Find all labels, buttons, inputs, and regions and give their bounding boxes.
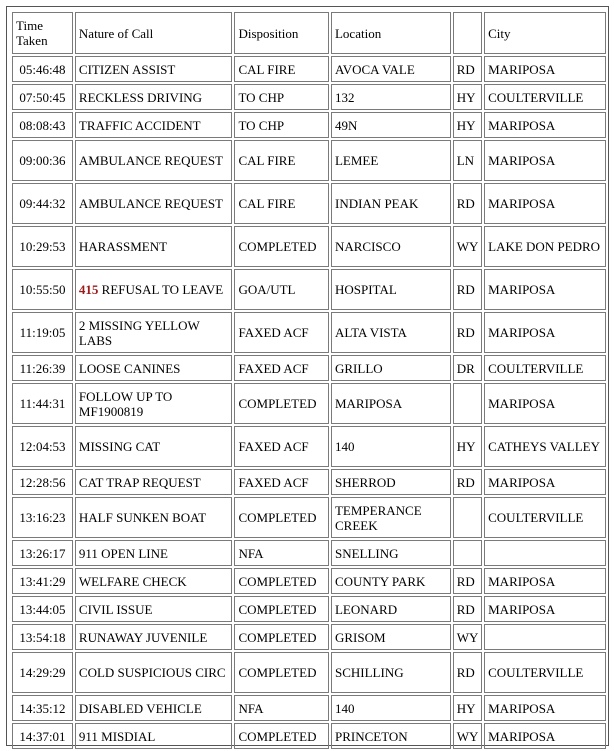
- cell-suffix: RD: [453, 596, 482, 622]
- cell-nature: AMBULANCE REQUEST: [75, 183, 233, 224]
- header-nature: Nature of Call: [75, 12, 233, 54]
- cell-location: LEMEE: [331, 140, 451, 181]
- cell-disposition: CAL FIRE: [234, 140, 329, 181]
- table-row: [12, 226, 606, 267]
- cell-location: MARIPOSA: [331, 383, 451, 424]
- cell-location: GRISOM: [331, 624, 451, 650]
- cell-nature: CITIZEN ASSIST: [75, 56, 233, 82]
- cell-nature: FOLLOW UP TO MF1900819: [75, 383, 233, 424]
- cell-time: 11:44:31: [12, 383, 73, 424]
- cell-disposition: TO CHP: [234, 112, 329, 138]
- cell-location: ALTA VISTA: [331, 312, 451, 353]
- cell-city: MARIPOSA: [484, 469, 606, 495]
- cell-nature: LOOSE CANINES: [75, 355, 233, 381]
- table-row: [12, 269, 606, 310]
- cell-location: COUNTY PARK: [331, 568, 451, 594]
- cell-city: MARIPOSA: [484, 112, 606, 138]
- table-row: [12, 568, 606, 594]
- table-row: [12, 355, 606, 381]
- cell-suffix: [453, 540, 482, 566]
- header-location: Location: [331, 12, 451, 54]
- cell-disposition: TO CHP: [234, 84, 329, 110]
- table-row: [12, 426, 606, 467]
- table-row: [12, 723, 606, 749]
- table-row: [12, 695, 606, 721]
- table-row: [12, 383, 606, 424]
- cell-suffix: WY: [453, 226, 482, 267]
- cell-suffix: [453, 497, 482, 538]
- cell-disposition: COMPLETED: [234, 383, 329, 424]
- cell-city: MARIPOSA: [484, 568, 606, 594]
- cell-location: SNELLING: [331, 540, 451, 566]
- cell-city: MARIPOSA: [484, 140, 606, 181]
- cell-disposition: FAXED ACF: [234, 469, 329, 495]
- cell-disposition: CAL FIRE: [234, 56, 329, 82]
- cell-time: 13:16:23: [12, 497, 73, 538]
- cell-disposition: FAXED ACF: [234, 355, 329, 381]
- cell-city: MARIPOSA: [484, 312, 606, 353]
- cell-suffix: HY: [453, 112, 482, 138]
- cell-suffix: RD: [453, 568, 482, 594]
- call-code: 415: [78, 282, 99, 297]
- cell-location: TEMPERANCE CREEK: [331, 497, 451, 538]
- cell-suffix: HY: [453, 695, 482, 721]
- call-log-frame: [6, 6, 609, 746]
- cell-nature: 2 MISSING YELLOW LABS: [75, 312, 233, 353]
- cell-suffix: RD: [453, 183, 482, 224]
- cell-suffix: WY: [453, 723, 482, 749]
- table-row: [12, 652, 606, 693]
- table-row: [12, 312, 606, 353]
- cell-city: [484, 624, 606, 650]
- cell-time: 11:26:39: [12, 355, 73, 381]
- cell-time: 12:04:53: [12, 426, 73, 467]
- cell-disposition: GOA/UTL: [234, 269, 329, 310]
- cell-location: NARCISCO: [331, 226, 451, 267]
- cell-city: COULTERVILLE: [484, 652, 606, 693]
- cell-city: MARIPOSA: [484, 183, 606, 224]
- table-header-row: [12, 12, 606, 54]
- cell-location: SHERROD: [331, 469, 451, 495]
- table-row: [12, 469, 606, 495]
- cell-city: COULTERVILLE: [484, 497, 606, 538]
- cell-location: PRINCETON: [331, 723, 451, 749]
- cell-location: HOSPITAL: [331, 269, 451, 310]
- header-disposition: Disposition: [234, 12, 329, 54]
- cell-city: MARIPOSA: [484, 723, 606, 749]
- cell-nature: 911 OPEN LINE: [75, 540, 233, 566]
- cell-time: 14:29:29: [12, 652, 73, 693]
- call-log-table: [10, 10, 608, 751]
- cell-suffix: RD: [453, 469, 482, 495]
- cell-suffix: HY: [453, 84, 482, 110]
- cell-city: [484, 540, 606, 566]
- cell-time: 05:46:48: [12, 56, 73, 82]
- cell-time: 07:50:45: [12, 84, 73, 110]
- cell-nature: 911 MISDIAL: [75, 723, 233, 749]
- cell-city: MARIPOSA: [484, 56, 606, 82]
- cell-time: 10:55:50: [12, 269, 73, 310]
- cell-location: 140: [331, 426, 451, 467]
- cell-city: CATHEYS VALLEY: [484, 426, 606, 467]
- cell-location: INDIAN PEAK: [331, 183, 451, 224]
- cell-location: 132: [331, 84, 451, 110]
- cell-city: COULTERVILLE: [484, 84, 606, 110]
- cell-disposition: NFA: [234, 695, 329, 721]
- cell-suffix: RD: [453, 312, 482, 353]
- cell-city: MARIPOSA: [484, 596, 606, 622]
- cell-time: 13:54:18: [12, 624, 73, 650]
- cell-location: AVOCA VALE: [331, 56, 451, 82]
- table-row: [12, 497, 606, 538]
- cell-disposition: COMPLETED: [234, 596, 329, 622]
- cell-nature: DISABLED VEHICLE: [75, 695, 233, 721]
- cell-disposition: COMPLETED: [234, 723, 329, 749]
- cell-disposition: NFA: [234, 540, 329, 566]
- cell-location: GRILLO: [331, 355, 451, 381]
- cell-time: 09:44:32: [12, 183, 73, 224]
- cell-time: 13:44:05: [12, 596, 73, 622]
- table-row: [12, 56, 606, 82]
- cell-disposition: COMPLETED: [234, 226, 329, 267]
- header-city: City: [484, 12, 606, 54]
- cell-nature: CIVIL ISSUE: [75, 596, 233, 622]
- cell-nature: RUNAWAY JUVENILE: [75, 624, 233, 650]
- cell-city: COULTERVILLE: [484, 355, 606, 381]
- cell-nature: [75, 269, 233, 310]
- cell-suffix: WY: [453, 624, 482, 650]
- header-time: Time Taken: [12, 12, 73, 54]
- cell-time: 08:08:43: [12, 112, 73, 138]
- cell-time: 09:00:36: [12, 140, 73, 181]
- cell-suffix: [453, 383, 482, 424]
- cell-disposition: COMPLETED: [234, 497, 329, 538]
- cell-time: 10:29:53: [12, 226, 73, 267]
- cell-nature: HARASSMENT: [75, 226, 233, 267]
- cell-location: 140: [331, 695, 451, 721]
- cell-nature: COLD SUSPICIOUS CIRC: [75, 652, 233, 693]
- cell-nature: AMBULANCE REQUEST: [75, 140, 233, 181]
- cell-nature: HALF SUNKEN BOAT: [75, 497, 233, 538]
- cell-suffix: RD: [453, 56, 482, 82]
- table-row: [12, 140, 606, 181]
- cell-disposition: FAXED ACF: [234, 312, 329, 353]
- cell-time: 13:41:29: [12, 568, 73, 594]
- cell-disposition: COMPLETED: [234, 568, 329, 594]
- cell-nature: CAT TRAP REQUEST: [75, 469, 233, 495]
- cell-nature: TRAFFIC ACCIDENT: [75, 112, 233, 138]
- cell-disposition: FAXED ACF: [234, 426, 329, 467]
- cell-suffix: HY: [453, 426, 482, 467]
- cell-city: LAKE DON PEDRO: [484, 226, 606, 267]
- header-suffix: [453, 12, 482, 54]
- cell-time: 12:28:56: [12, 469, 73, 495]
- cell-nature: RECKLESS DRIVING: [75, 84, 233, 110]
- cell-time: 13:26:17: [12, 540, 73, 566]
- cell-location: LEONARD: [331, 596, 451, 622]
- cell-time: 14:35:12: [12, 695, 73, 721]
- cell-disposition: COMPLETED: [234, 652, 329, 693]
- cell-time: 14:37:01: [12, 723, 73, 749]
- cell-suffix: RD: [453, 269, 482, 310]
- cell-disposition: CAL FIRE: [234, 183, 329, 224]
- cell-suffix: RD: [453, 652, 482, 693]
- table-row: [12, 112, 606, 138]
- table-row: [12, 183, 606, 224]
- cell-time: 11:19:05: [12, 312, 73, 353]
- table-row: [12, 624, 606, 650]
- cell-location: SCHILLING: [331, 652, 451, 693]
- cell-city: MARIPOSA: [484, 695, 606, 721]
- cell-nature: WELFARE CHECK: [75, 568, 233, 594]
- call-nature-text: REFUSAL TO LEAVE: [98, 282, 224, 297]
- table-row: [12, 596, 606, 622]
- cell-city: MARIPOSA: [484, 269, 606, 310]
- table-row: [12, 540, 606, 566]
- cell-suffix: LN: [453, 140, 482, 181]
- cell-suffix: DR: [453, 355, 482, 381]
- cell-city: MARIPOSA: [484, 383, 606, 424]
- cell-location: 49N: [331, 112, 451, 138]
- table-row: [12, 84, 606, 110]
- cell-disposition: COMPLETED: [234, 624, 329, 650]
- cell-nature: MISSING CAT: [75, 426, 233, 467]
